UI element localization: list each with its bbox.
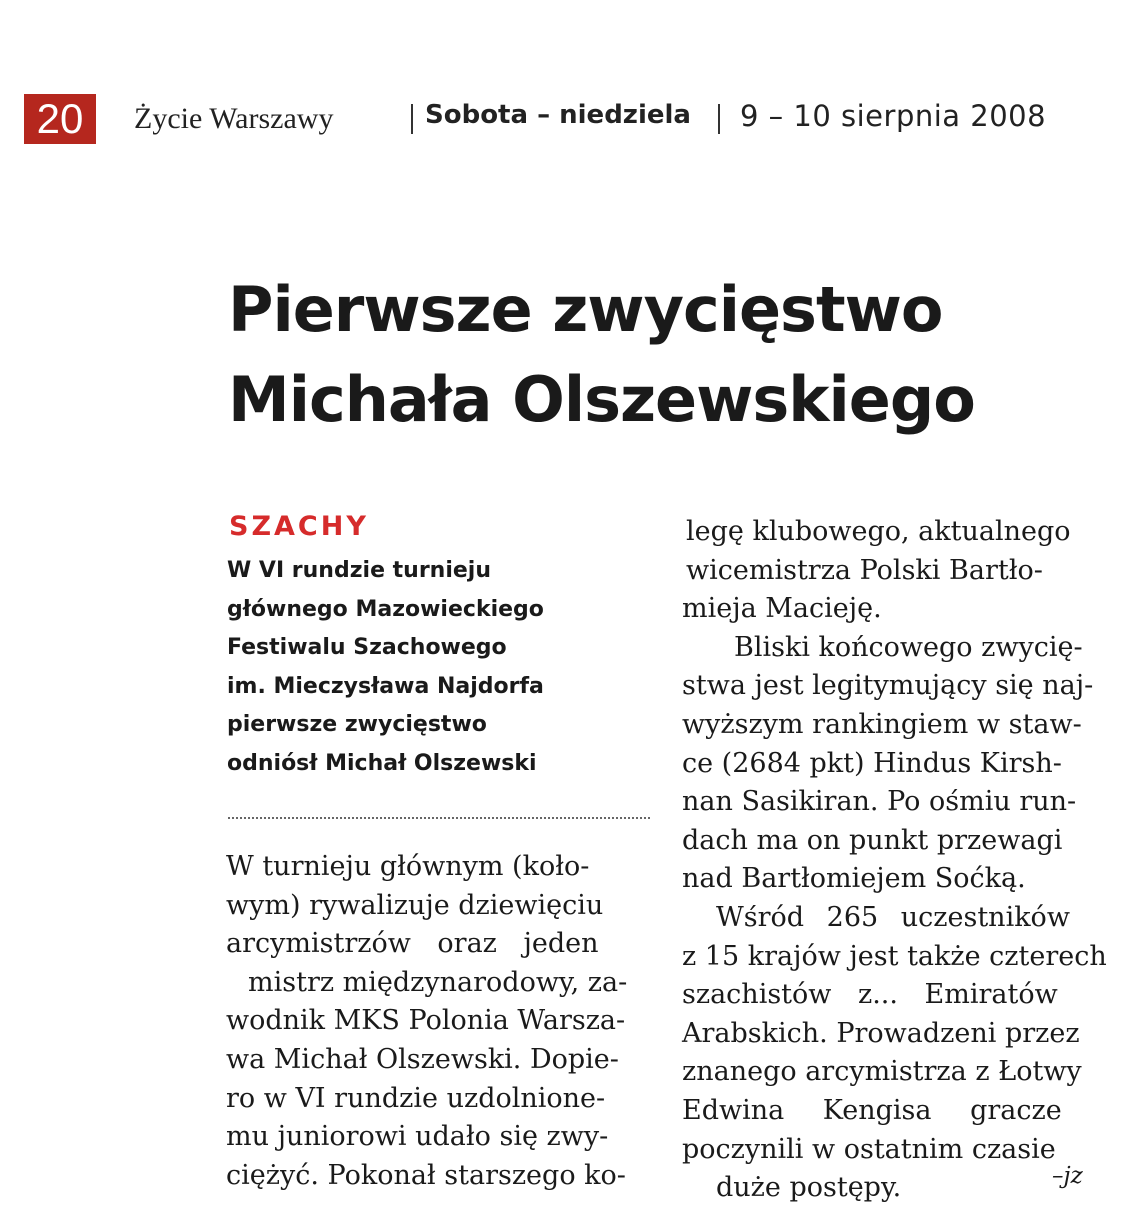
issue-days: Sobota – niedziela	[425, 100, 691, 130]
lead-line: odniósł Michał Olszewski	[227, 750, 537, 776]
publication-masthead: Życie Warszawy	[134, 102, 334, 135]
body-line: wyższym rankingiem w staw-	[682, 708, 1082, 740]
header-separator	[718, 104, 720, 134]
body-line: mieja Macieję.	[682, 593, 882, 625]
lead-line: Festiwalu Szachowego	[227, 635, 507, 660]
body-line: nan Sasikiran. Po ośmiu run-	[682, 786, 1077, 818]
body-line: szachistów z... Emiratów	[682, 979, 1058, 1011]
body-line: W turnieju głównym (koło-	[226, 851, 590, 882]
headline-line: Michała Olszewskiego	[228, 363, 975, 436]
body-line: Edwina Kengisa gracze	[682, 1094, 1062, 1126]
page-number-badge: 20	[24, 94, 96, 144]
body-line: mu juniorowi udało się zwy-	[226, 1121, 609, 1153]
body-line: znanego arcymistrza z Łotwy	[682, 1056, 1082, 1088]
author-signature: –jz	[1052, 1163, 1083, 1189]
body-line: mistrz międzynarodowy, za-	[248, 966, 628, 998]
body-line: Bliski końcowego zwycię-	[734, 631, 1083, 663]
dotted-divider	[228, 817, 650, 819]
lead-line: pierwsze zwycięstwo	[227, 712, 487, 737]
body-line: legę klubowego, aktualnego	[686, 516, 1071, 547]
body-line: Arabskich. Prowadzeni przez	[682, 1017, 1080, 1049]
body-line: ce (2684 pkt) Hindus Kirsh-	[682, 747, 1062, 779]
body-line: ciężyć. Pokonał starszego ko-	[226, 1159, 626, 1191]
body-line: Wśród 265 uczestników	[716, 901, 1070, 933]
lead-line: W VI rundzie turnieju	[227, 558, 491, 583]
body-line: poczynili w ostatnim czasie	[682, 1133, 1056, 1165]
body-line: wicemistrza Polski Bartło-	[686, 554, 1043, 586]
headline-line: Pierwsze zwycięstwo	[228, 273, 943, 346]
body-column-left	[226, 848, 656, 1195]
body-line: arcymistrzów oraz jeden	[226, 928, 599, 960]
section-rubric: SZACHY	[229, 511, 369, 542]
body-column-right	[682, 513, 1107, 1208]
page-header	[0, 0, 1121, 140]
body-line: wym) rywalizuje dziewięciu	[226, 889, 604, 921]
body-line: duże postępy.	[716, 1172, 902, 1204]
body-line: dach ma on punkt przewagi	[682, 824, 1063, 856]
issue-date: 9 – 10 sierpnia 2008	[740, 99, 1047, 133]
body-line: nad Bartłomiejem Soćką.	[682, 863, 1026, 895]
article-headline	[228, 265, 1108, 445]
lead-line: im. Mieczysława Najdorfa	[227, 673, 544, 699]
body-line: stwa jest legitymujący się naj-	[682, 670, 1094, 702]
body-line: wa Michał Olszewski. Dopie-	[226, 1043, 619, 1075]
article-lead	[227, 552, 667, 783]
body-line: ro w VI rundzie uzdolnione-	[226, 1082, 606, 1114]
body-line: z 15 krajów jest także czterech	[682, 940, 1107, 972]
body-line: wodnik MKS Polonia Warsza-	[226, 1005, 626, 1037]
lead-line: głównego Mazowieckiego	[227, 596, 544, 622]
header-separator	[411, 104, 413, 134]
